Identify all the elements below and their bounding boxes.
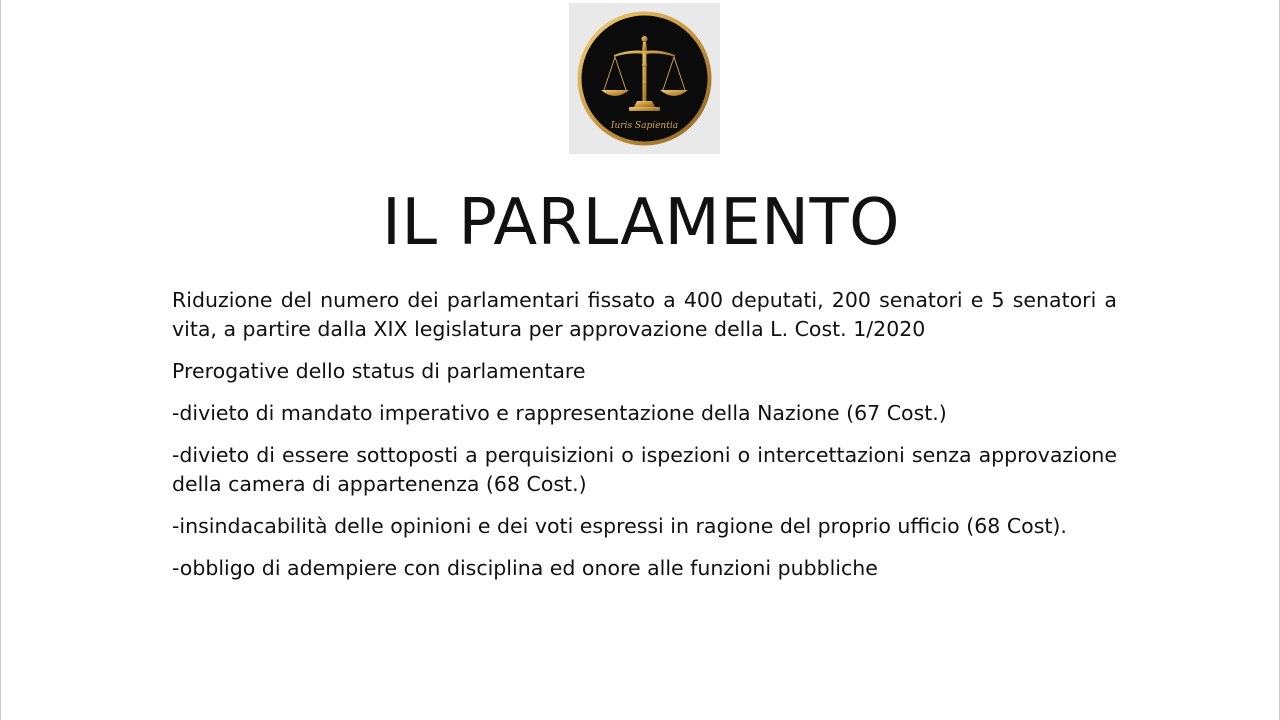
scales-of-justice-icon bbox=[569, 3, 720, 154]
logo bbox=[569, 3, 720, 154]
paragraph-obbligo: -obbligo di adempiere con disciplina ed onore alle funzioni pubbliche bbox=[172, 556, 878, 580]
slide-body bbox=[172, 286, 1117, 596]
paragraph-riduzione: Riduzione del numero dei parlamentari fissato a 400 deputati, 200 senatori e 5 senatori a vita, a partire dalla XIX legislatura per approvazione della L. Cost. 1/2020 bbox=[172, 288, 1117, 341]
paragraph-insindacabilita: -insindacabilità delle opinioni e dei voti espressi in ragione del proprio ufficio (68 Cost). bbox=[172, 514, 1067, 538]
paragraph-mandato: -divieto di mandato imperativo e rappresentazione della Nazione (67 Cost.) bbox=[172, 401, 947, 425]
paragraph-perquisizioni: -divieto di essere sottoposti a perquisizioni o ispezioni o intercettazioni senza approvazione della camera di appartenenza (68 Cost.) bbox=[172, 443, 1117, 496]
paragraph-prerogative: Prerogative dello status di parlamentare bbox=[172, 359, 586, 383]
slide-title: IL PARLAMENTO bbox=[381, 186, 901, 260]
svg-text:Iuris Sapientia: Iuris Sapientia bbox=[610, 121, 679, 131]
